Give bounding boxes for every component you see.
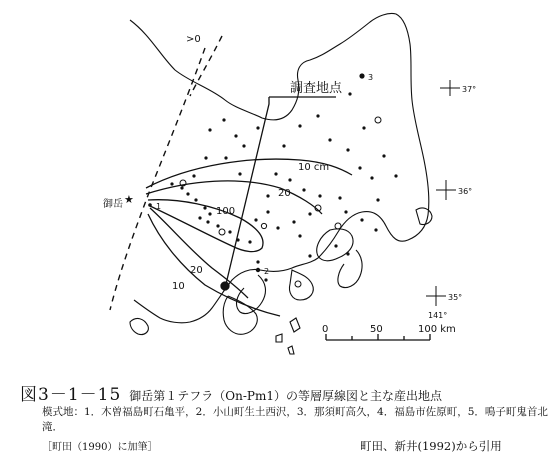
caption-title-row	[20, 380, 550, 405]
site-open-circles	[180, 117, 381, 287]
isopach-label-20-north: 20	[278, 188, 291, 199]
latitude-37: 37°	[462, 85, 477, 94]
isopach-10-south	[148, 214, 280, 316]
survey-point-marker	[221, 282, 229, 290]
caption-legend-cont: 滝．	[42, 421, 63, 433]
isopach-label-10-south: 10	[172, 281, 185, 292]
figure-title: 御岳第１テフラ（On-Pm1）の等層厚線図と主な産出地点	[129, 389, 442, 403]
figure-number: 図3－1－15	[20, 385, 122, 405]
source-note: 町田、新井(1992)から引用	[360, 439, 502, 453]
latitude-35: 35°	[448, 293, 463, 302]
site-dots	[148, 73, 397, 281]
survey-point-label: 調査地点	[290, 81, 343, 96]
volcano-label: 御岳	[103, 199, 123, 210]
latitude-36: 36°	[458, 187, 473, 196]
site-label-1: 1	[156, 202, 162, 211]
isopach-label-100: 100	[216, 206, 236, 217]
scale-tick-100km: 100 km	[418, 324, 456, 335]
scale-tick-0: 0	[322, 324, 329, 335]
isopach-label-20-south: 20	[190, 265, 203, 276]
isopach-label-10cm: 10 cm	[298, 162, 330, 173]
figure-caption	[20, 380, 550, 435]
zero-isopach-boundary	[110, 36, 222, 310]
graticule	[426, 80, 463, 306]
coastline	[130, 13, 432, 354]
scale-tick-50: 50	[370, 324, 383, 335]
caption-legend: 模式地：1．木曽福島町石亀平，2．小山町生土西沢，3．那須町高久，4．福島市佐原町，5．鳴子町鬼首北	[42, 406, 548, 418]
modified-note: ［町田（1990）に加筆］	[42, 442, 158, 453]
boundary-label: >0	[186, 34, 201, 45]
site-label-2: 2	[264, 267, 270, 276]
site-label-3: 3	[368, 73, 374, 82]
longitude-141: 141°	[428, 311, 448, 320]
volcano-marker: ★	[124, 193, 134, 206]
